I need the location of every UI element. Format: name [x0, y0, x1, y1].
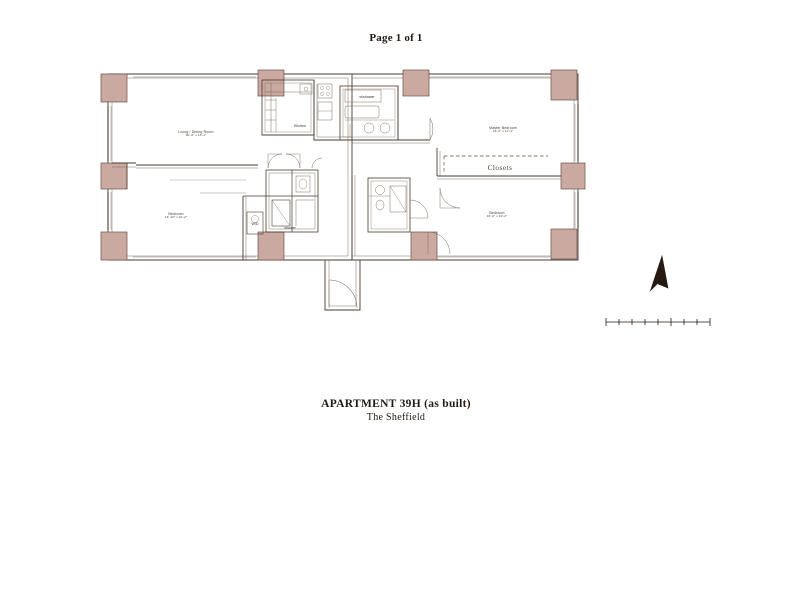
room-name: Living / Dining Room [178, 129, 214, 134]
room-dimensions: 20'-0" x 13'-4" [185, 133, 207, 138]
north-arrow-icon [650, 256, 668, 292]
room-name: Bedroom [168, 211, 184, 216]
shower-tag-label: w/shower [359, 95, 375, 99]
apartment-title: APARTMENT 39H (as built) [321, 398, 471, 410]
floorplan-geometry [101, 70, 585, 310]
room-dimensions: 15'-6" x 11'-4" [492, 129, 514, 134]
scale-bar [606, 318, 710, 326]
washer-dryer-label: W/D [251, 222, 259, 226]
room-dimensions: 13'-10" x 10'-2" [164, 215, 188, 220]
closets-label: Closets [487, 164, 513, 172]
room-name: Bedroom [489, 210, 505, 215]
title-block [0, 398, 792, 423]
kitchen-label: Kitchen [294, 124, 306, 128]
room-label [165, 212, 187, 220]
shower-label: shower [284, 226, 296, 230]
room-label [489, 126, 517, 134]
building-name: The Sheffield [366, 412, 426, 423]
room-label [178, 130, 213, 138]
room-dimensions: 10'-0" x 10'-2" [486, 214, 508, 219]
room-name: Master Bedroom [489, 125, 517, 130]
page-indicator: Page 1 of 1 [369, 32, 423, 44]
room-label [487, 211, 508, 219]
